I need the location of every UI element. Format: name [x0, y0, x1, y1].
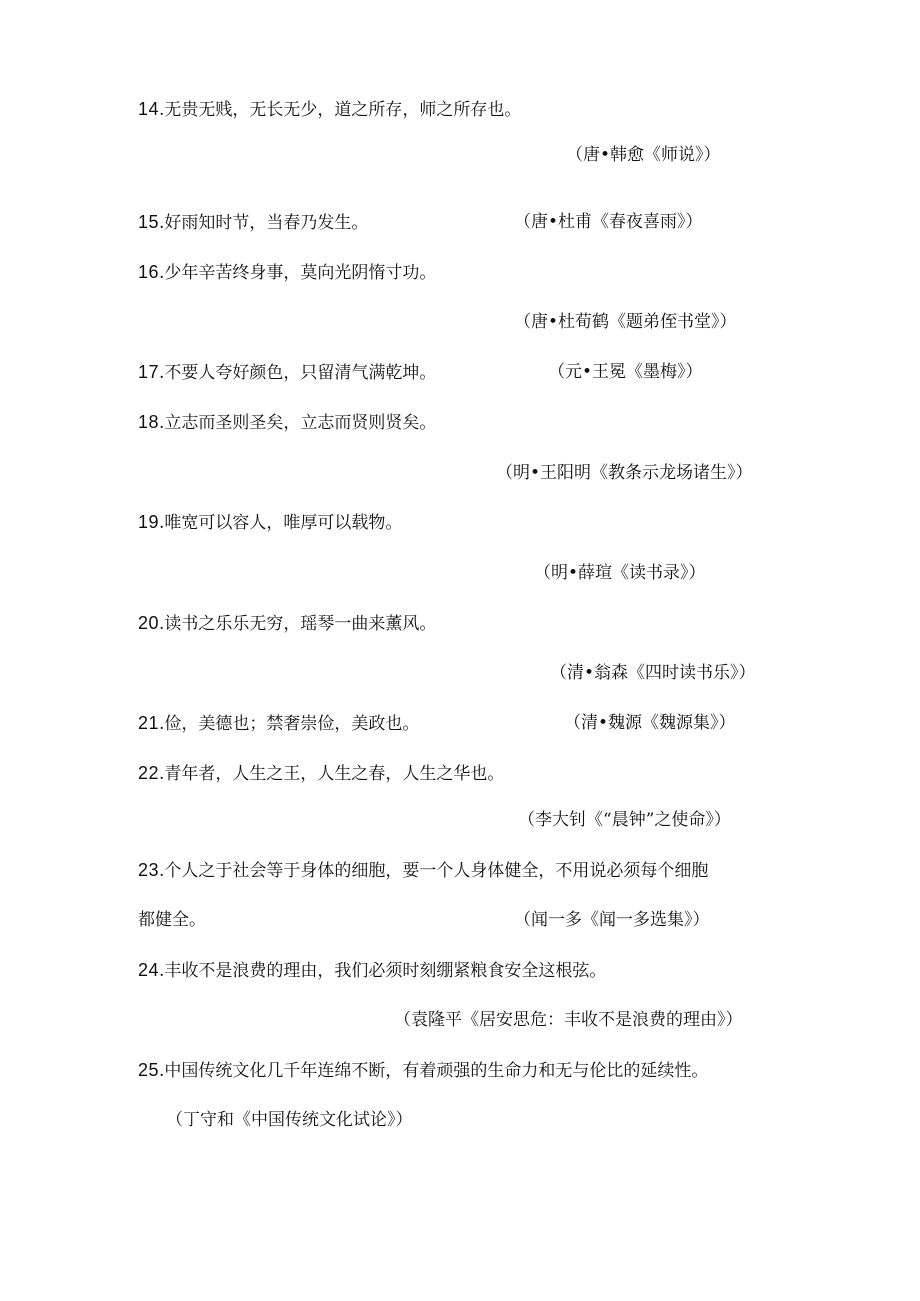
quote-16-source: （唐•杜荀鹤《题弟侄书堂》） [514, 312, 737, 332]
quote-number: 23 [138, 860, 160, 880]
quote-21-source: （清•魏源《魏源集》） [564, 713, 736, 733]
quote-14-source: （唐•韩愈《师说》） [566, 145, 721, 165]
quote-text: .中国传统文化几千年连绵不断，有着顽强的生命力和无与伦比的延续性。 [159, 1061, 709, 1081]
quote-text: .好雨知时节，当春乃发生。 [159, 213, 369, 233]
quote-15-source: （唐•杜甫《春夜喜雨》） [514, 212, 703, 232]
quote-number: 14 [138, 99, 160, 119]
quote-text: .青年者，人生之王，人生之春，人生之华也。 [159, 764, 505, 784]
quote-text: .读书之乐乐无穷，瑶琴一曲来薰风。 [159, 614, 437, 634]
quote-16 [138, 261, 436, 284]
quote-text: .俭，美德也；禁奢崇俭，美政也。 [159, 714, 420, 734]
quote-23-source: （闻一多《闻一多选集》） [514, 910, 710, 930]
quote-number: 24 [138, 960, 160, 980]
quote-18-source: （明•王阳明《教条示龙场诸生》） [496, 463, 753, 483]
quote-number: 25 [138, 1060, 160, 1080]
quote-17-source: （元•王冕《墨梅》） [548, 362, 703, 382]
quote-text: .丰收不是浪费的理由，我们必须时刻绷紧粮食安全这根弦。 [159, 961, 607, 981]
quote-23 [138, 859, 708, 882]
quote-24 [138, 959, 606, 982]
quote-19 [138, 511, 402, 534]
quote-23-continuation: 都健全。 [138, 910, 206, 930]
quote-number: 20 [138, 613, 160, 633]
quote-text: .立志而圣则圣矣，立志而贤则贤矣。 [159, 413, 437, 433]
quote-25-source: （丁守和《中国传统文化试论》） [166, 1110, 413, 1130]
quote-number: 18 [138, 412, 160, 432]
quote-20 [138, 612, 436, 635]
quote-18 [138, 411, 436, 434]
quote-number: 15 [138, 212, 160, 232]
quote-text: .少年辛苦终身事，莫向光阴惰寸功。 [159, 263, 437, 283]
quote-number: 17 [138, 362, 160, 382]
quote-25 [138, 1059, 708, 1082]
quote-15 [138, 211, 368, 234]
quote-text: .无贵无贱，无长无少，道之所存，师之所存也。 [159, 100, 522, 120]
quote-number: 22 [138, 763, 160, 783]
quote-21 [138, 712, 419, 735]
quote-number: 16 [138, 262, 160, 282]
quote-14 [138, 98, 521, 121]
quote-17 [138, 361, 436, 384]
quote-22-source: （李大钊《“晨钟”之使命》） [518, 810, 731, 830]
quote-number: 21 [138, 713, 160, 733]
quote-24-source: （袁隆平《居安思危：丰收不是浪费的理由》） [394, 1010, 743, 1030]
quote-19-source: （明•薛瑄《读书录》） [534, 563, 706, 583]
quote-22 [138, 762, 504, 785]
quote-text: .个人之于社会等于身体的细胞，要一个人身体健全，不用说必须每个细胞 [159, 861, 709, 881]
quote-text: .唯宽可以容人，唯厚可以载物。 [159, 513, 403, 533]
quote-20-source: （清•翁森《四时读书乐》） [550, 663, 756, 683]
quote-number: 19 [138, 512, 160, 532]
quote-text: .不要人夸好颜色，只留清气满乾坤。 [159, 363, 437, 383]
